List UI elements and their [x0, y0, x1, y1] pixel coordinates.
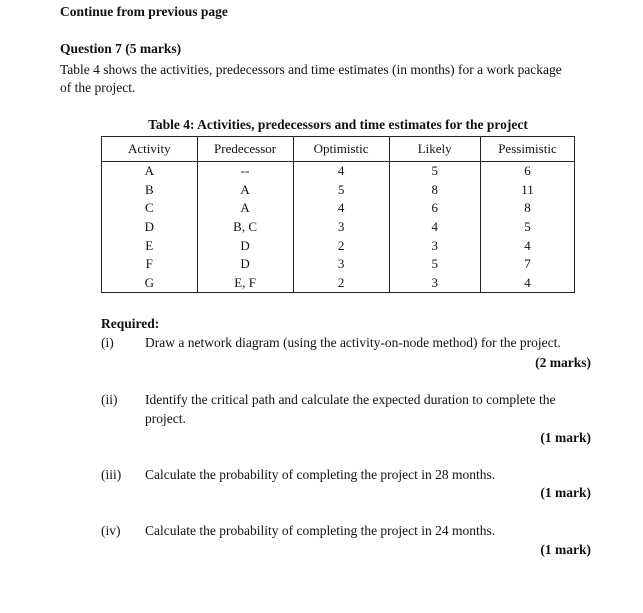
item-iv-number: (iv) [101, 523, 121, 538]
cell-optimistic: 4 [293, 199, 389, 218]
cell-activity: A [102, 162, 198, 181]
cell-predecessor: D [197, 255, 293, 274]
cell-likely: 3 [389, 274, 480, 293]
cell-predecessor: -- [197, 162, 293, 181]
table-caption: Table 4: Activities, predecessors and time estimates for the project [148, 117, 528, 132]
continue-note: Continue from previous page [60, 4, 228, 19]
cell-activity: C [102, 199, 198, 218]
table-row [102, 236, 575, 255]
cell-pessimistic: 11 [480, 181, 574, 200]
cell-optimistic: 2 [293, 274, 389, 293]
cell-predecessor: A [197, 181, 293, 200]
item-ii-text-line1: Identify the critical path and calculate the expected duration to complete the [145, 392, 556, 407]
cell-likely: 3 [389, 236, 480, 255]
cell-activity: E [102, 236, 198, 255]
cell-activity: B [102, 181, 198, 200]
required-label: Required: [101, 316, 160, 331]
cell-predecessor: B, C [197, 218, 293, 237]
cell-optimistic: 2 [293, 236, 389, 255]
item-i-text: Draw a network diagram (using the activity-on-node method) for the project. [145, 335, 561, 350]
cell-optimistic: 5 [293, 181, 389, 200]
cell-activity: F [102, 255, 198, 274]
header-likely: Likely [389, 137, 480, 162]
item-iii-number: (iii) [101, 467, 122, 482]
cell-pessimistic: 4 [480, 274, 574, 293]
header-optimistic: Optimistic [293, 137, 389, 162]
cell-predecessor: E, F [197, 274, 293, 293]
header-activity: Activity [102, 137, 198, 162]
item-ii-text-line2: project. [145, 411, 186, 426]
item-iv-marks: (1 mark) [540, 542, 591, 557]
cell-optimistic: 4 [293, 162, 389, 181]
cell-optimistic: 3 [293, 218, 389, 237]
item-i-marks: (2 marks) [535, 355, 591, 370]
cell-likely: 8 [389, 181, 480, 200]
header-pessimistic: Pessimistic [480, 137, 574, 162]
item-iv-text: Calculate the probability of completing the project in 24 months. [145, 523, 496, 538]
item-i-number: (i) [101, 335, 114, 350]
table-row [102, 274, 575, 293]
question-intro-line1: Table 4 shows the activities, predecessors and time estimates (in months) for a work package [60, 62, 562, 77]
table-row [102, 218, 575, 237]
cell-pessimistic: 5 [480, 218, 574, 237]
cell-activity: D [102, 218, 198, 237]
item-iii-text: Calculate the probability of completing the project in 28 months. [145, 467, 496, 482]
item-ii-marks: (1 mark) [540, 430, 591, 445]
cell-optimistic: 3 [293, 255, 389, 274]
cell-pessimistic: 6 [480, 162, 574, 181]
cell-activity: G [102, 274, 198, 293]
cell-likely: 5 [389, 255, 480, 274]
table-header-row [102, 137, 575, 162]
cell-likely: 4 [389, 218, 480, 237]
cell-likely: 5 [389, 162, 480, 181]
question-title: Question 7 (5 marks) [60, 41, 182, 56]
activities-table [101, 136, 575, 293]
table-row [102, 199, 575, 218]
cell-predecessor: A [197, 199, 293, 218]
cell-predecessor: D [197, 236, 293, 255]
table-row [102, 181, 575, 200]
table-row [102, 255, 575, 274]
cell-pessimistic: 7 [480, 255, 574, 274]
cell-pessimistic: 4 [480, 236, 574, 255]
header-predecessor: Predecessor [197, 137, 293, 162]
item-ii-number: (ii) [101, 392, 118, 407]
item-iii-marks: (1 mark) [540, 485, 591, 500]
cell-likely: 6 [389, 199, 480, 218]
table-row [102, 162, 575, 181]
cell-pessimistic: 8 [480, 199, 574, 218]
question-intro-line2: of the project. [60, 80, 136, 95]
